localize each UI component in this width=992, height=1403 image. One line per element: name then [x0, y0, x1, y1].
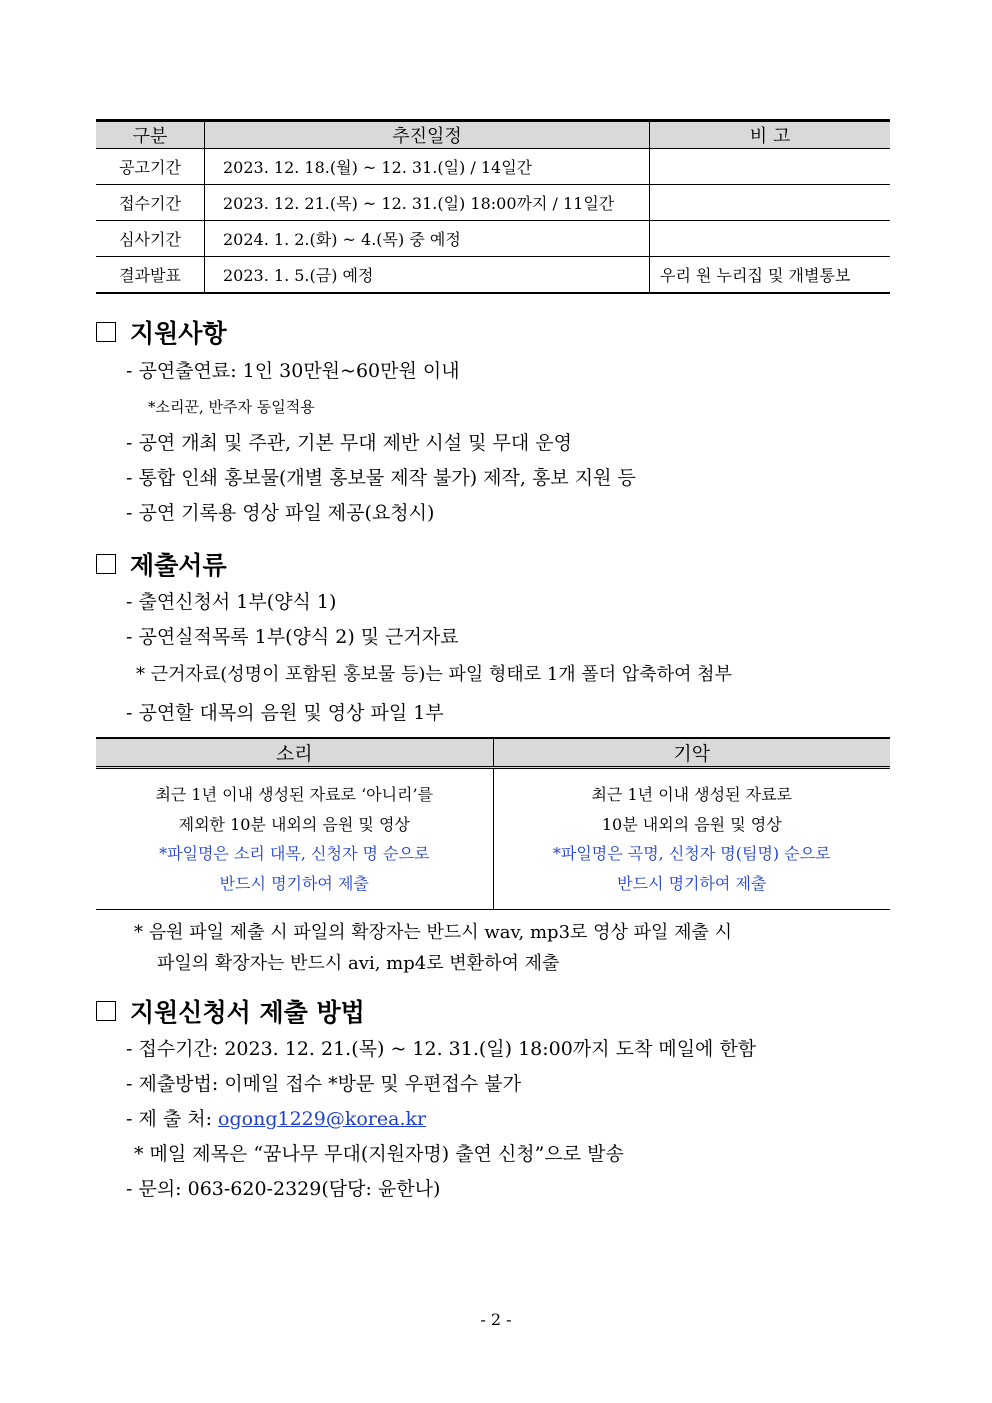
table-cell: 우리 원 누리집 및 개별통보 — [650, 257, 891, 294]
section-title: 지원신청서 제출 방법 — [130, 998, 365, 1027]
list-item: - 공연할 대목의 음원 및 영상 파일 1부 — [126, 702, 444, 724]
table-cell: 심사기간 — [96, 221, 205, 257]
table-cell: 2023. 1. 5.(금) 예정 — [205, 257, 650, 294]
list-item: - 출연신청서 1부(양식 1) — [126, 591, 337, 613]
table-cell: 2023. 12. 18.(월) ~ 12. 31.(일) / 14일간 — [205, 149, 650, 185]
table-cell: 결과발표 — [96, 257, 205, 294]
table-row — [96, 185, 890, 221]
table-cell-giak — [493, 768, 890, 910]
list-item: - 제출방법: 이메일 접수 *방문 및 우편접수 불가 — [126, 1073, 521, 1095]
note-text: *소리꾼, 반주자 동일적용 — [148, 398, 315, 416]
cell-line: 최근 1년 이내 생성된 자료로 — [591, 785, 793, 804]
section-title: 지원사항 — [130, 319, 227, 348]
table-row — [96, 221, 890, 257]
footnote-text: 파일의 확장자는 반드시 avi, mp4로 변환하여 제출 — [157, 953, 560, 974]
table-header: 소리 — [96, 738, 493, 768]
table-cell: 공고기간 — [96, 149, 205, 185]
note-text: * 메일 제목은 “꿈나무 무대(지원자명) 출연 신청”으로 발송 — [134, 1143, 624, 1165]
cell-line: 반드시 명기하여 제출 — [219, 873, 369, 893]
cell-line: *파일명은 소리 대목, 신청자 명 순으로 — [159, 844, 430, 863]
table-row — [96, 149, 890, 185]
checkbox-square-icon — [96, 1001, 116, 1021]
table-header: 기악 — [493, 738, 890, 768]
list-item-submit-to — [126, 1104, 426, 1131]
cell-line: 반드시 명기하여 제출 — [617, 873, 767, 893]
section-title: 제출서류 — [130, 551, 227, 580]
note-text: * 근거자료(성명이 포함된 홍보물 등)는 파일 형태로 1개 폴더 압축하여 첨부 — [136, 664, 732, 685]
table-cell: 2024. 1. 2.(화) ~ 4.(목) 중 예정 — [205, 221, 650, 257]
table-cell — [650, 149, 891, 185]
footnote-text: * 음원 파일 제출 시 파일의 확장자는 반드시 wav, mp3로 영상 파일 제출 시 — [134, 922, 733, 943]
list-item-label: - 제 출 처: — [126, 1108, 219, 1130]
schedule-table — [96, 119, 890, 294]
cell-line: 최근 1년 이내 생성된 자료로 ‘아니리’를 — [155, 785, 434, 804]
list-item: - 공연실적목록 1부(양식 2) 및 근거자료 — [126, 626, 459, 648]
section-heading-method — [96, 993, 365, 1029]
cell-line: 10분 내외의 음원 및 영상 — [601, 814, 782, 834]
table-header: 비 고 — [650, 121, 891, 149]
list-item: - 접수기간: 2023. 12. 21.(목) ~ 12. 31.(일) 18:00까지 도착 메일에 한함 — [126, 1038, 757, 1060]
checkbox-square-icon — [96, 322, 116, 342]
table-row — [96, 768, 890, 910]
table-cell — [650, 185, 891, 221]
table-cell-sori — [96, 768, 493, 910]
page-number: - 2 - — [480, 1310, 512, 1329]
table-header-row — [96, 738, 890, 768]
table-header: 추진일정 — [205, 121, 650, 149]
section-heading-documents — [96, 546, 227, 582]
email-link[interactable]: ogong1229@korea.kr — [218, 1108, 427, 1130]
list-item: - 문의: 063-620-2329(담당: 윤한나) — [126, 1178, 441, 1200]
list-item: - 공연출연료: 1인 30만원~60만원 이내 — [126, 360, 460, 382]
cell-line: 제외한 10분 내외의 음원 및 영상 — [178, 814, 410, 834]
table-header: 구분 — [96, 121, 205, 149]
table-cell: 2023. 12. 21.(목) ~ 12. 31.(일) 18:00까지 / 11일간 — [205, 185, 650, 221]
section-heading-support — [96, 314, 227, 350]
table-header-row — [96, 121, 890, 149]
table-cell: 접수기간 — [96, 185, 205, 221]
table-row — [96, 257, 890, 294]
cell-line: *파일명은 곡명, 신청자 명(팀명) 순으로 — [552, 844, 831, 863]
checkbox-square-icon — [96, 554, 116, 574]
file-requirements-table — [96, 737, 890, 910]
table-cell — [650, 221, 891, 257]
list-item: - 공연 기록용 영상 파일 제공(요청시) — [126, 502, 435, 524]
list-item: - 공연 개최 및 주관, 기본 무대 제반 시설 및 무대 운영 — [126, 432, 572, 454]
list-item: - 통합 인쇄 홍보물(개별 홍보물 제작 불가) 제작, 홍보 지원 등 — [126, 467, 636, 489]
